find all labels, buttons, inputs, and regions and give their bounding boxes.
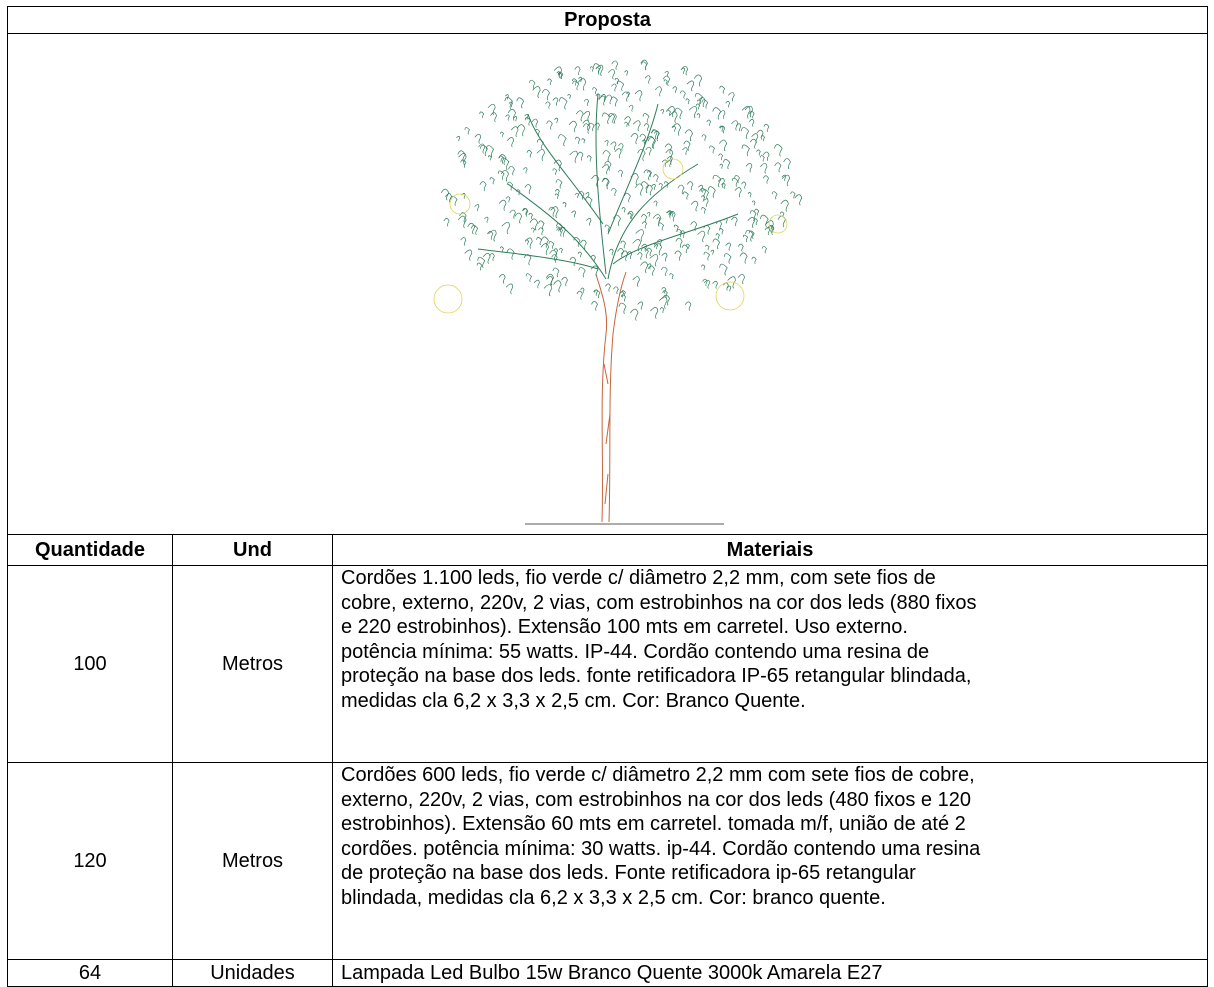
materials-line: cordões. potência mínima: 30 watts. ip-44. Cordão contendo uma resina (341, 837, 981, 860)
proposal-table (7, 6, 1208, 987)
materials-line: e 220 estrobinhos). Extensão 100 mts em carretel. Uso externo. (341, 616, 908, 638)
tree-illustration-cell (8, 34, 1208, 535)
materials-line: Lampada Led Bulbo 15w Branco Quente 3000k Amarela E27 (341, 962, 883, 984)
column-header-unit: Und (173, 535, 333, 566)
column-header-quantity: Quantidade (8, 535, 173, 566)
materials-line: proteção na base dos leds. fonte retificadora IP-65 retangular blindada, (341, 665, 972, 687)
row-quantity: 64 (8, 960, 173, 987)
row-materials (333, 960, 1208, 987)
tree-illustration (8, 34, 1208, 534)
row-materials (333, 763, 1208, 960)
row-quantity: 120 (8, 763, 173, 960)
materials-line: externo, 220v, 2 vias, com estrobinhos na cor dos leds (480 fixos e 120 (341, 788, 971, 811)
materials-line: cobre, externo, 220v, 2 vias, com estrobinhos na cor dos leds (880 fixos (341, 591, 977, 614)
foliage (441, 60, 801, 321)
materials-line: Cordões 1.100 leds, fio verde c/ diâmetro 2,2 mm, com sete fios de (341, 567, 936, 589)
table-row (8, 763, 1208, 960)
highlight-circles (434, 159, 787, 313)
row-unit: Metros (173, 763, 333, 960)
row-materials (333, 566, 1208, 763)
table-row (8, 566, 1208, 763)
row-unit: Metros (173, 566, 333, 763)
row-quantity: 100 (8, 566, 173, 763)
materials-line: potência mínima: 55 watts. IP-44. Cordão contendo uma resina de (341, 640, 930, 663)
materials-line: Cordões 600 leds, fio verde c/ diâmetro 2,2 mm com sete fios de cobre, (341, 764, 975, 786)
column-header-materials: Materiais (333, 535, 1208, 566)
materials-line: blindada, medidas cla 6,2 x 3,3 x 2,5 cm. Cor: branco quente. (341, 886, 886, 909)
proposal-sheet (7, 6, 1207, 987)
trunk (596, 272, 626, 522)
materials-line: estrobinhos). Extensão 60 mts em carretel. tomada m/f, união de até 2 (341, 813, 966, 835)
row-unit: Unidades (173, 960, 333, 987)
table-row (8, 960, 1208, 987)
materials-line: de proteção na base dos leds. Fonte retificadora ip-65 retangular (341, 862, 916, 884)
materials-line: medidas cla 6,2 x 3,3 x 2,5 cm. Cor: Branco Quente. (341, 689, 806, 712)
proposal-title: Proposta (8, 7, 1208, 34)
